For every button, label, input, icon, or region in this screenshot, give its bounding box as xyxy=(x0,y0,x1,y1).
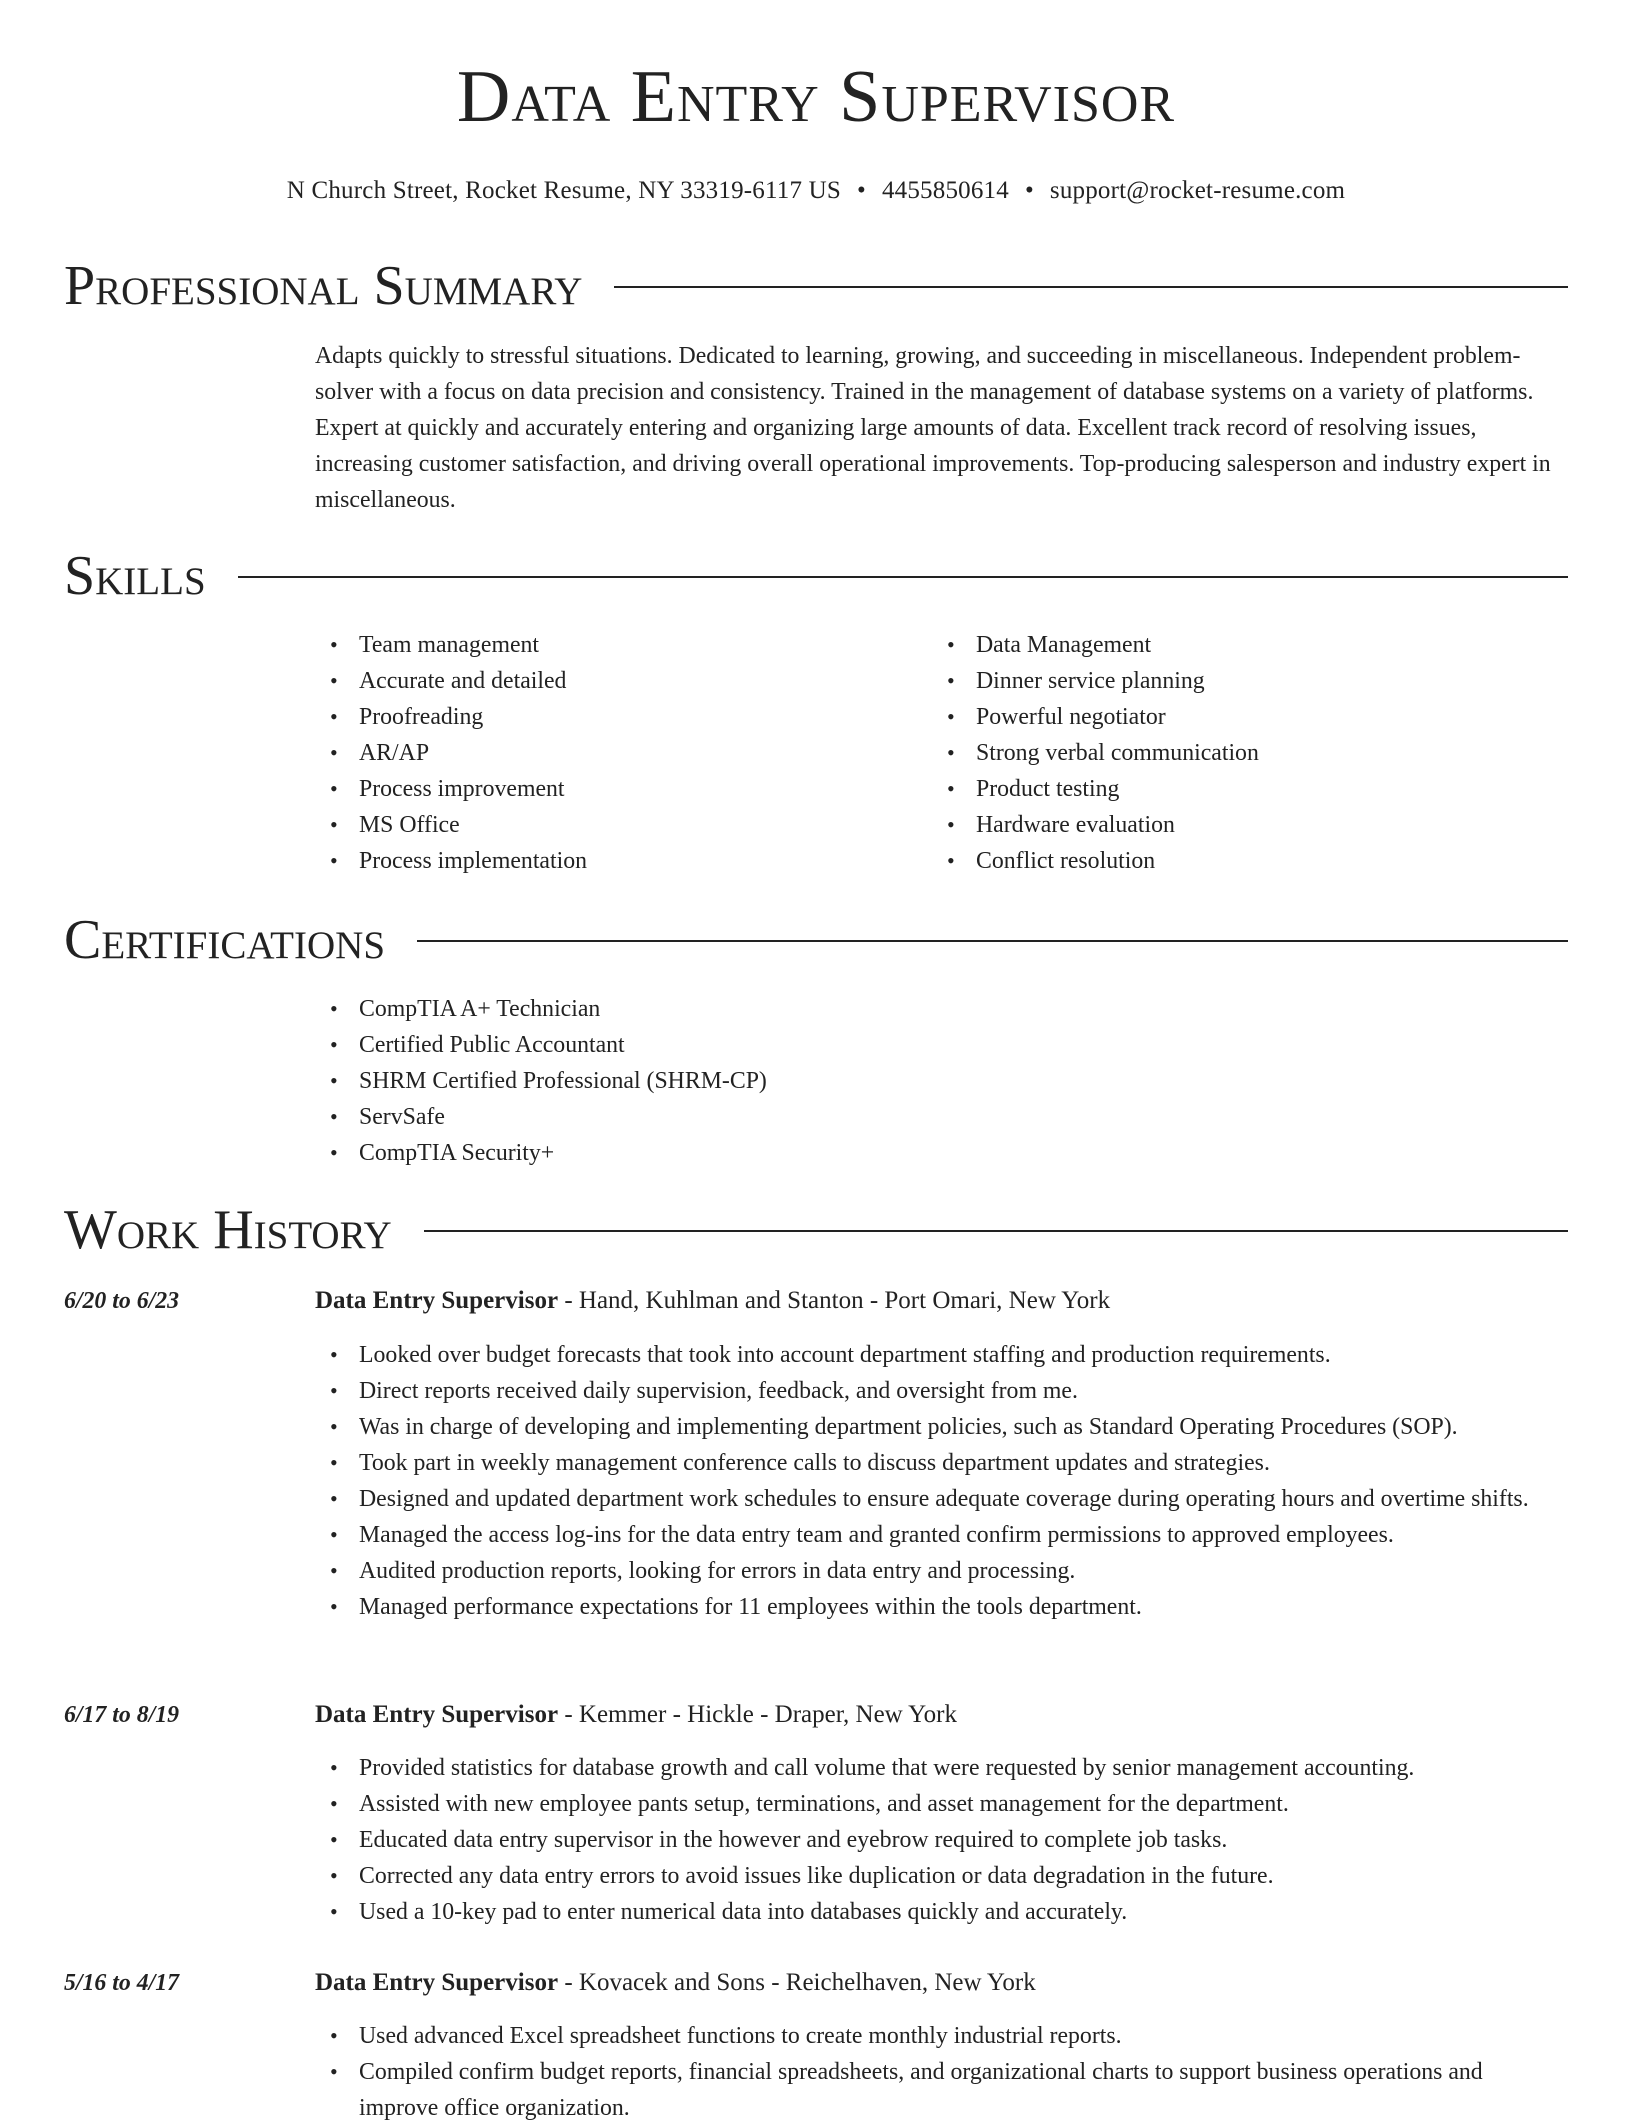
job-duty: • Provided statistics for database growth and call volume that were requested by senior management accounting. xyxy=(315,1750,1577,1786)
summary-text: Adapts quickly to stressful situations. Dedicated to learning, growing, and succeeding in miscellaneous. Independent problem-solver with a focus on data precision and consistency. Trained in the management of database systems on a variety of platforms. Expert at quickly and accurately entering and organizing large amounts of data. Excellent track record of resolving issues, increasing customer satisfaction, and driving overall operational improvements. Top-producing salesperson and industry expert in miscellaneous. xyxy=(315,343,1551,513)
skill-item: • Hardware evaluation xyxy=(932,807,1492,843)
job-duty: • Corrected any data entry errors to avoid issues like duplication or data degradation in the future. xyxy=(315,1858,1577,1894)
job-employer: - Kovacek and Sons - Reichelhaven, New York xyxy=(558,1969,1036,1996)
section-divider xyxy=(238,576,1568,578)
skill-item: • Product testing xyxy=(932,771,1492,807)
job-heading xyxy=(315,1283,1577,1319)
skill-item: • Dinner service planning xyxy=(932,663,1492,699)
certifications-list xyxy=(315,991,1115,1171)
skill-item: • Powerful negotiator xyxy=(932,699,1492,735)
job-duty: • Was in charge of developing and implementing department policies, such as Standard Operating Procedures (SOP). xyxy=(315,1409,1577,1445)
resume-name: Data Entry Supervisor xyxy=(456,56,1176,138)
certification-item: • SHRM Certified Professional (SHRM-CP) xyxy=(315,1063,1115,1099)
job-duty: • Compiled confirm budget reports, financial spreadsheets, and organizational charts to support business operations and improve office organization. xyxy=(315,2054,1577,2126)
job-duty: • Took part in weekly management conference calls to discuss department updates and strategies. xyxy=(315,1445,1577,1481)
job-duty: • Audited production reports, looking for errors in data entry and processing. xyxy=(315,1553,1577,1589)
section-header-summary xyxy=(64,254,1568,318)
job-employer: - Hand, Kuhlman and Stanton - Port Omari, New York xyxy=(558,1287,1111,1314)
section-header-certifications xyxy=(64,908,1568,972)
certification-item: • CompTIA Security+ xyxy=(315,1135,1115,1171)
job-employer: - Kemmer - Hickle - Draper, New York xyxy=(558,1701,957,1728)
skill-item: • Process implementation xyxy=(315,843,875,879)
job-dates: 6/17 to 8/19 xyxy=(64,1702,180,1728)
job-heading xyxy=(315,1965,1577,2001)
job-duty: • Managed performance expectations for 11 employees within the tools department. xyxy=(315,1589,1577,1625)
job-duties-list xyxy=(315,1750,1577,1930)
skills-list-left xyxy=(315,627,875,879)
job-duty: • Designed and updated department work schedules to ensure adequate coverage during operating hours and overtime shifts. xyxy=(315,1481,1577,1517)
job-duty: • Used a 10-key pad to enter numerical data into databases quickly and accurately. xyxy=(315,1894,1577,1930)
skill-item: • MS Office xyxy=(315,807,875,843)
certification-item: • CompTIA A+ Technician xyxy=(315,991,1115,1027)
job-title: Data Entry Supervisor xyxy=(315,1287,559,1314)
job-duty: • Used advanced Excel spreadsheet functions to create monthly industrial reports. xyxy=(315,2018,1577,2054)
section-header-work-history xyxy=(64,1198,1568,1262)
skill-item: • Data Management xyxy=(932,627,1492,663)
job-duties-list xyxy=(315,2018,1577,2126)
skills-list-right xyxy=(932,627,1492,879)
job-duty: • Direct reports received daily supervision, feedback, and oversight from me. xyxy=(315,1373,1577,1409)
skill-item: • Conflict resolution xyxy=(932,843,1492,879)
section-divider xyxy=(424,1230,1568,1232)
skill-item: • Process improvement xyxy=(315,771,875,807)
contact-phone: 4455850614 xyxy=(881,177,1009,204)
job-duties-list xyxy=(315,1337,1577,1625)
job-duty: • Assisted with new employee pants setup, terminations, and asset management for the department. xyxy=(315,1786,1577,1822)
section-title-work-history: Work History xyxy=(64,1199,392,1261)
skill-item: • AR/AP xyxy=(315,735,875,771)
job-heading xyxy=(315,1697,1577,1733)
section-title-summary: Professional Summary xyxy=(64,255,583,317)
certification-item: • ServSafe xyxy=(315,1099,1115,1135)
job-duty: • Educated data entry supervisor in the however and eyebrow required to complete job tasks. xyxy=(315,1822,1577,1858)
contact-address: N Church Street, Rocket Resume, NY 33319-6117 US xyxy=(286,177,841,204)
section-title-skills: Skills xyxy=(64,545,206,607)
contact-separator: • xyxy=(1024,177,1034,204)
job-title: Data Entry Supervisor xyxy=(315,1969,559,1996)
section-divider xyxy=(614,286,1568,288)
section-header-skills xyxy=(64,544,1568,608)
section-divider xyxy=(417,940,1568,942)
job-duty: • Looked over budget forecasts that took into account department staffing and production requirements. xyxy=(315,1337,1577,1373)
job-dates: 6/20 to 6/23 xyxy=(64,1288,180,1314)
skill-item: • Proofreading xyxy=(315,699,875,735)
certification-item: • Certified Public Accountant xyxy=(315,1027,1115,1063)
job-dates: 5/16 to 4/17 xyxy=(64,1970,180,1996)
contact-separator: • xyxy=(857,177,866,204)
contact-line xyxy=(0,174,1632,208)
skill-item: • Team management xyxy=(315,627,875,663)
job-title: Data Entry Supervisor xyxy=(315,1701,559,1728)
contact-email[interactable]: support@rocket-resume.com xyxy=(1049,177,1346,204)
section-title-certifications: Certifications xyxy=(64,909,386,971)
job-duty: • Managed the access log-ins for the data entry team and granted confirm permissions to approved employees. xyxy=(315,1517,1577,1553)
skill-item: • Accurate and detailed xyxy=(315,663,875,699)
skill-item: • Strong verbal communication xyxy=(932,735,1492,771)
